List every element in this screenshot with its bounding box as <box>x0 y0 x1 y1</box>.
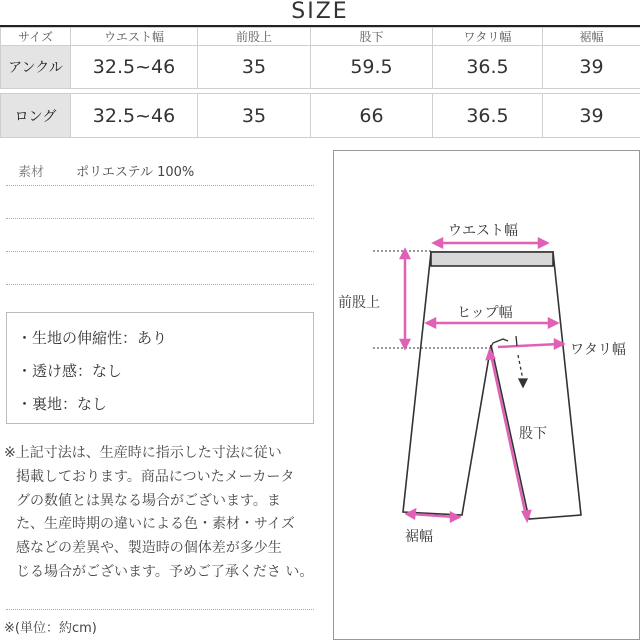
divider <box>6 251 314 252</box>
row-label: ロング <box>1 94 71 138</box>
feature-stretch: ・生地の伸縮性：あり <box>17 329 168 347</box>
header-waist: ウエスト幅 <box>71 28 198 46</box>
note-line: た、生産時期の違いによる色・素材・サイズ <box>16 516 295 533</box>
diagram-label-hip: ヒップ幅 <box>457 305 513 321</box>
diagram-label-inseam: 股下 <box>519 426 547 442</box>
cell-inseam: 59.5 <box>311 46 433 89</box>
disclaimer-note <box>4 442 322 585</box>
diagram-label-rise: 前股上 <box>338 295 380 311</box>
material-label: 素材 <box>18 165 45 180</box>
diagram-label-waist: ウエスト幅 <box>448 223 518 239</box>
note-line: 掲載しております。商品についたメーカータ <box>16 468 295 485</box>
table-header-row <box>1 28 640 46</box>
cell-waist: 32.5~46 <box>71 46 198 89</box>
note-line: 感などの差異や、製造時の個体差が多少生 <box>16 540 282 557</box>
feature-lining: ・裏地：なし <box>17 395 108 413</box>
cell-front-rise: 35 <box>198 94 311 138</box>
cell-front-rise: 35 <box>198 46 311 89</box>
table-row <box>1 46 640 89</box>
header-inseam: 股下 <box>311 28 433 46</box>
note-line: グの数値とは異なる場合がございます。ま <box>16 492 281 509</box>
diagram-label-hem: 裾幅 <box>405 529 433 545</box>
header-hem: 裾幅 <box>543 28 640 46</box>
note-line: じる場合がございます。予めご了承くださ い。 <box>16 563 314 580</box>
pants-diagram <box>333 150 640 640</box>
cell-hem: 39 <box>543 46 640 89</box>
material-line <box>18 161 194 180</box>
divider <box>6 218 314 219</box>
note-line: ※上記寸法は、生産時に指示した寸法に従い <box>4 445 282 461</box>
cell-waist: 32.5~46 <box>71 94 198 138</box>
cell-hem: 39 <box>543 94 640 138</box>
header-thigh: ワタリ幅 <box>433 28 543 46</box>
size-table <box>0 27 640 138</box>
row-label: アンクル <box>1 46 71 89</box>
header-size: サイズ <box>1 28 71 46</box>
diagram-label-thigh: ワタリ幅 <box>570 342 626 358</box>
table-row <box>1 94 640 138</box>
divider <box>6 185 314 186</box>
unit-note: ※(単位：約cm) <box>4 621 97 636</box>
waistband <box>431 252 553 266</box>
cell-thigh: 36.5 <box>433 94 543 138</box>
page-title: SIZE <box>291 0 349 24</box>
material-value: ポリエステル 100% <box>76 165 195 180</box>
cell-thigh: 36.5 <box>433 46 543 89</box>
header-front-rise: 前股上 <box>198 28 311 46</box>
feature-transparency: ・透け感：なし <box>17 362 123 380</box>
divider <box>6 284 314 285</box>
divider <box>6 609 314 610</box>
features-box <box>6 312 314 424</box>
cell-inseam: 66 <box>311 94 433 138</box>
